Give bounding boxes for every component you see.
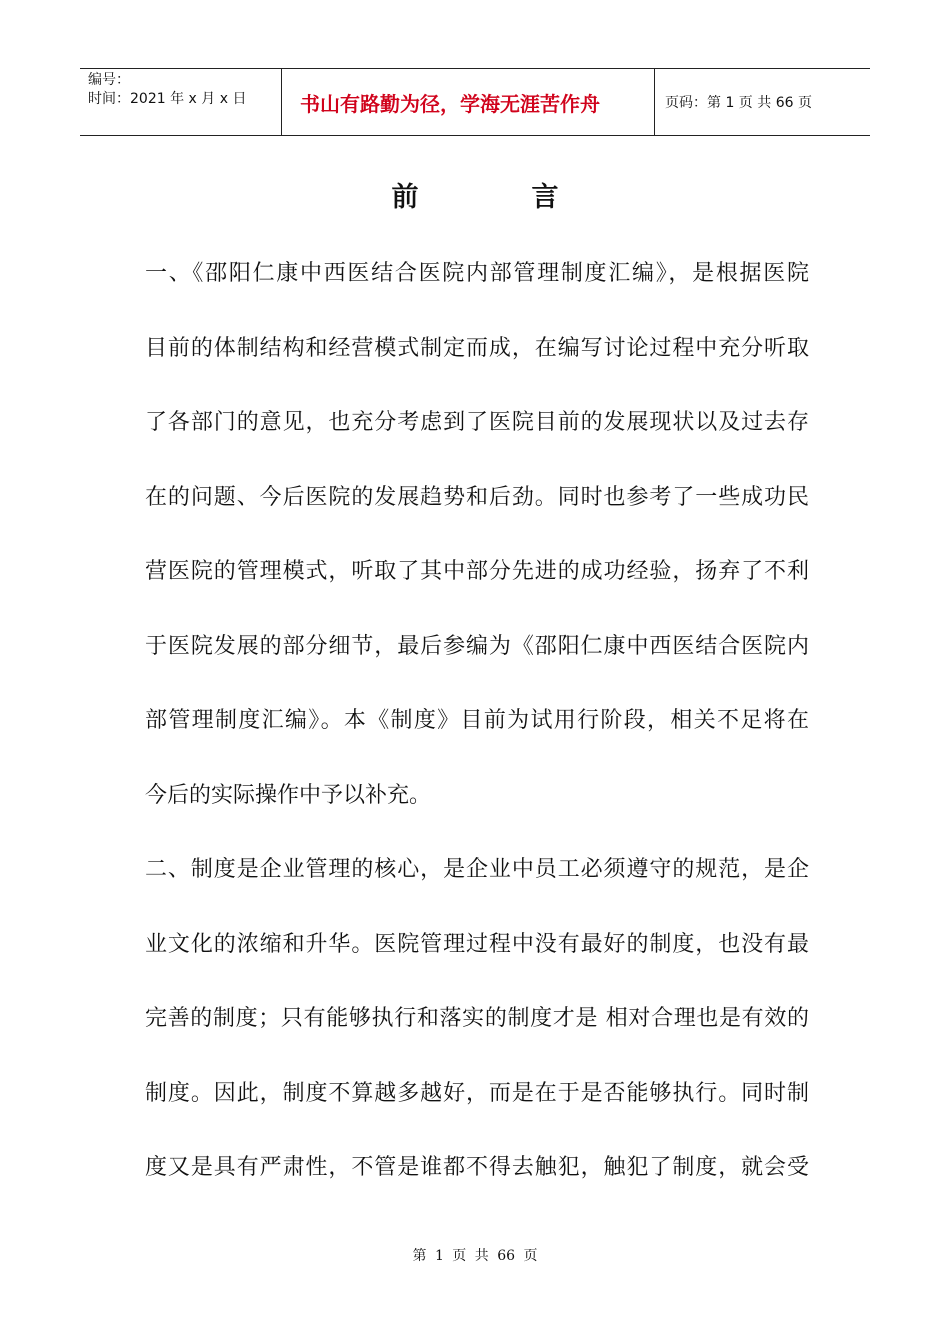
paragraph-1 bbox=[145, 250, 809, 846]
date-label: 时间：2021 年 x 月 x 日 bbox=[88, 91, 247, 107]
text-line: 部管理制度汇编》。本《制度》目前为试用行阶段，相关不足将在 bbox=[145, 708, 809, 733]
text-line: 了各部门的意见，也充分考虑到了医院目前的发展现状以及过去存 bbox=[145, 410, 809, 435]
paragraph-2 bbox=[145, 846, 809, 1219]
text-line: 今后的实际操作中予以补充。 bbox=[145, 782, 432, 808]
header-page-info: 页码：第 1 页 共 66 页 bbox=[665, 95, 812, 111]
text-line: 一、《邵阳仁康中西医结合医院内部管理制度汇编》，是根据医院 bbox=[145, 261, 809, 286]
header-meta bbox=[80, 69, 282, 135]
text-line: 完善的制度；只有能够执行和落实的制度才是 相对合理也是有效的 bbox=[145, 1006, 809, 1031]
text-line: 二、制度是企业管理的核心，是企业中员工必须遵守的规范，是企 bbox=[145, 857, 809, 882]
document-header bbox=[80, 68, 870, 136]
text-line: 目前的体制结构和经营模式制定而成，在编写讨论过程中充分听取 bbox=[145, 335, 809, 361]
document-body bbox=[145, 250, 809, 1219]
text-line: 业文化的浓缩和升华。医院管理过程中没有最好的制度，也没有最 bbox=[145, 931, 809, 957]
text-line: 度又是具有严肃性，不管是谁都不得去触犯，触犯了制度，就会受 bbox=[145, 1155, 809, 1180]
number-label: 编号： bbox=[88, 72, 130, 88]
page-footer: 第 1 页 共 66 页 bbox=[412, 1248, 538, 1264]
text-line: 制度。因此，制度不算越多越好，而是在于是否能够执行。同时制 bbox=[145, 1080, 809, 1106]
text-line: 营医院的管理模式，听取了其中部分先进的成功经验，扬弃了不利 bbox=[145, 559, 809, 584]
page-title: 前言 bbox=[391, 182, 672, 213]
text-line: 于医院发展的部分细节，最后参编为《邵阳仁康中西医结合医院内 bbox=[145, 633, 809, 659]
text-line: 在的问题、今后医院的发展趋势和后劲。同时也参考了一些成功民 bbox=[145, 484, 809, 510]
header-motto: 书山有路勤为径，学海无涯苦作舟 bbox=[282, 69, 655, 135]
